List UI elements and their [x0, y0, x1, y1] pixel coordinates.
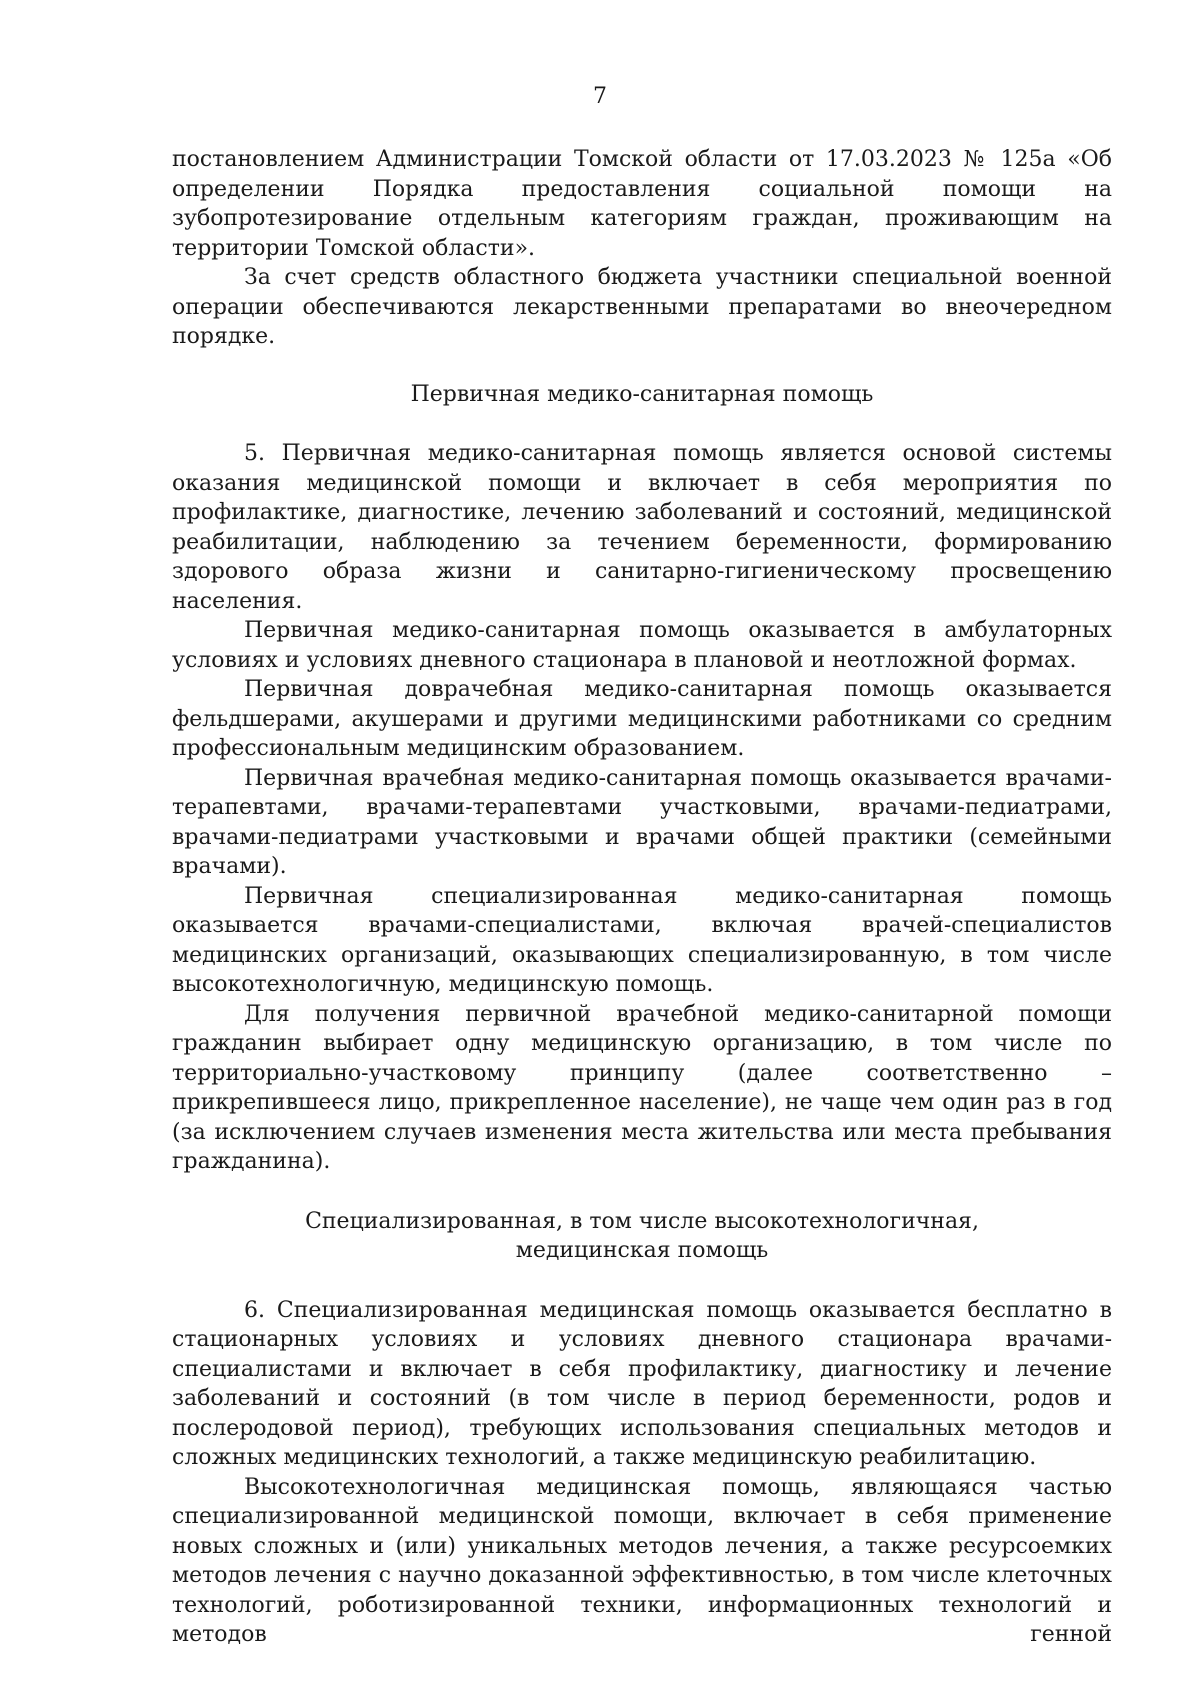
paragraph-continuation: постановлением Администрации Томской области от 17.03.2023 № 125а «Об определении Порядка предоставления социальной помощи на зубопротезирование отдельным категориям граждан, проживающим на территории Томской области». [172, 147, 1112, 261]
section-heading-specialized-line1: Специализированная, в том числе высокотехнологичная, [305, 1208, 979, 1234]
paragraph-primary-physician: Первичная врачебная медико-санитарная помощь оказывается врачами-терапевтами, врачами-терапевтами участковыми, врачами-педиатрами, врачами-педиатрами участковыми и врачами общей практики (семейными врачами). [172, 765, 1112, 879]
paragraph-specialized-6: 6. Специализированная медицинская помощь оказывается бесплатно в стационарных условиях и условиях дневного стационара врачами-специалистами и включает в себя профилактику, диагностику и лечение заболеваний и состояний (в том числе в период беременности, родов и послеродовой период), требующих использования специальных методов и сложных медицинских технологий, а также медицинскую реабилитацию. [172, 1297, 1112, 1470]
paragraph-primary-5: 5. Первичная медико-санитарная помощь является основой системы оказания медицинской помощи и включает в себя мероприятия по профилактике, диагностике, лечению заболеваний и состояний, медицинской реабилитации, наблюдению за течением беременности, формированию здорового образа жизни и санитарно-гигиеническому просвещению населения. [172, 441, 1112, 614]
paragraph-primary-prephysician: Первичная доврачебная медико-санитарная помощь оказывается фельдшерами, акушерами и другими медицинскими работниками со средним профессиональным медицинским образованием. [172, 677, 1112, 761]
document-body [172, 145, 1112, 1650]
section-specialized-care [172, 1296, 1112, 1650]
paragraph-svo-medications: За счет средств областного бюджета участники специальной военной операции обеспечиваются лекарственными препаратами во внеочередном порядке. [172, 265, 1112, 349]
page-number: 7 [593, 84, 607, 109]
paragraph-primary-choice: Для получения первичной врачебной медико-санитарной помощи гражданин выбирает одну медицинскую организацию, в том числе по территориально-участковому принципу (далее соответственно – прикрепившееся лицо, прикрепленное население), не чаще чем один раз в год (за исключением случаев изменения места жительства или места пребывания гражданина). [172, 1001, 1112, 1174]
section-heading-specialized-care [172, 1207, 1112, 1266]
paragraph-primary-conditions: Первичная медико-санитарная помощь оказывается в амбулаторных условиях и условиях дневного стационара в плановой и неотложной формах. [172, 618, 1112, 673]
paragraph-high-tech: Высокотехнологичная медицинская помощь, являющаяся частью специализированной медицинской помощи, включает в себя применение новых сложных и (или) уникальных методов лечения, а также ресурсоемких методов лечения с научно доказанной эффективностью, в том числе клеточных технологий, роботизированной техники, информационных технологий и методов генной [172, 1474, 1112, 1647]
paragraph-primary-specialized: Первичная специализированная медико-санитарная помощь оказывается врачами-специалистами, включая врачей-специалистов медицинских организаций, оказывающих специализированную, в том числе высокотехнологичную, медицинскую помощь. [172, 883, 1112, 997]
section-heading-primary-care: Первичная медико-санитарная помощь [410, 381, 874, 407]
section-primary-care [172, 439, 1112, 1177]
section-heading-specialized-line2: медицинская помощь [515, 1238, 769, 1263]
